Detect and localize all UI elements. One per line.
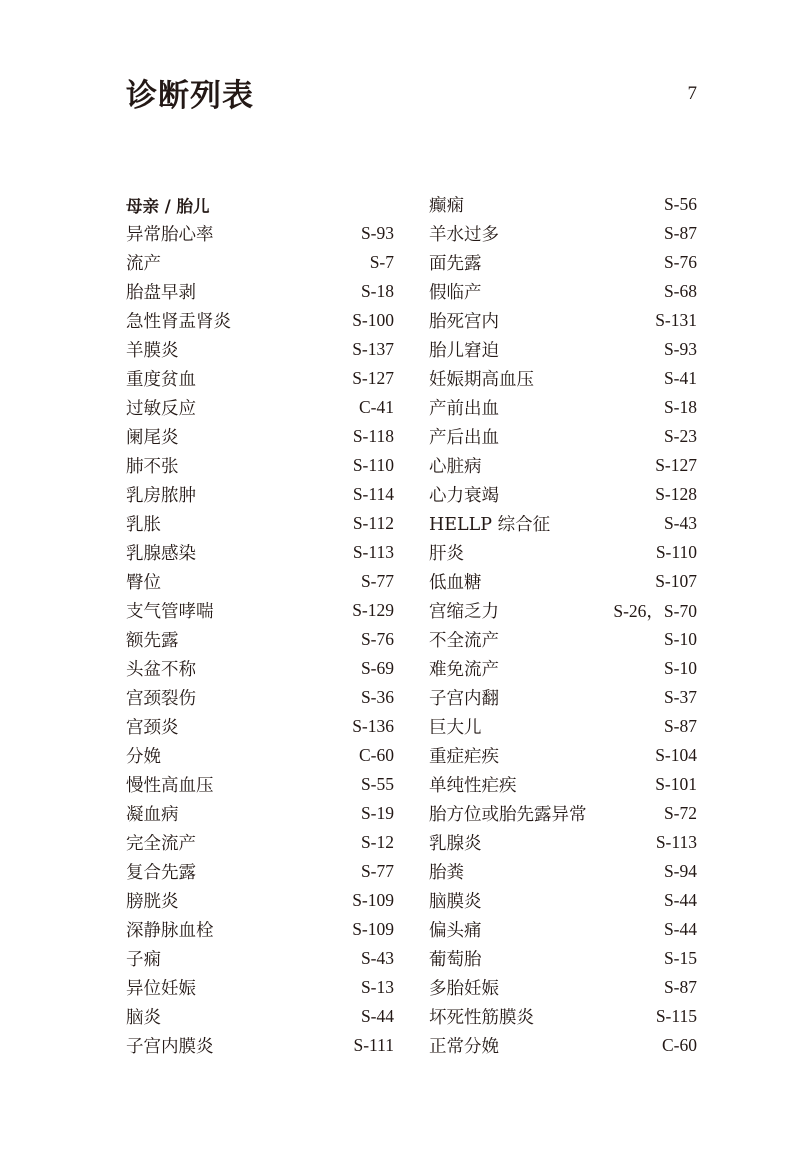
diagnosis-term: 子宫内膜炎 [126, 1037, 214, 1057]
diagnosis-entry [429, 886, 697, 915]
diagnosis-entry [429, 915, 697, 944]
diagnosis-page-ref: S-87 [663, 223, 697, 243]
diagnosis-term: 妊娠期高血压 [429, 370, 534, 390]
diagnosis-term: 乳胀 [126, 515, 161, 535]
diagnosis-entry [429, 770, 697, 799]
diagnosis-term: 乳腺炎 [429, 834, 482, 854]
diagnosis-page-ref: S-100 [352, 310, 394, 330]
diagnosis-entry [126, 654, 394, 683]
diagnosis-entry [126, 306, 394, 335]
diagnosis-page-ref: S-56 [663, 194, 697, 214]
diagnosis-page-ref: S-43 [360, 948, 394, 968]
diagnosis-entry [126, 451, 394, 480]
diagnosis-page-ref: S-109 [352, 890, 394, 910]
diagnosis-entry [126, 1031, 394, 1060]
diagnosis-page-ref: S-13 [360, 977, 394, 997]
diagnosis-entry [429, 451, 697, 480]
diagnosis-entry [126, 364, 394, 393]
diagnosis-term: 产后出血 [429, 428, 499, 448]
diagnosis-page-ref: S-41 [663, 368, 697, 388]
diagnosis-term: 异常胎心率 [126, 225, 214, 245]
diagnosis-page-ref: S-110 [655, 542, 697, 562]
diagnosis-entry [429, 538, 697, 567]
diagnosis-page-ref: S-69 [360, 658, 394, 678]
diagnosis-term: 急性肾盂肾炎 [126, 312, 231, 332]
diagnosis-page-ref: S-43 [663, 513, 697, 533]
diagnosis-entry [429, 190, 697, 219]
diagnosis-term: 支气管哮喘 [126, 602, 214, 622]
diagnosis-page-ref: S-115 [655, 1006, 697, 1026]
diagnosis-term: 复合先露 [126, 863, 196, 883]
diagnosis-term: 凝血病 [126, 805, 179, 825]
diagnosis-entry [429, 973, 697, 1002]
diagnosis-term: 肝炎 [429, 544, 464, 564]
diagnosis-entry [126, 335, 394, 364]
diagnosis-term: 胎方位或胎先露异常 [429, 805, 587, 825]
diagnosis-entry [429, 683, 697, 712]
diagnosis-entry [429, 857, 697, 886]
diagnosis-page-ref: S-93 [663, 339, 697, 359]
diagnosis-page-ref: S-23 [663, 426, 697, 446]
diagnosis-page-ref: S-127 [655, 455, 697, 475]
diagnosis-page-ref: S-77 [360, 861, 394, 881]
diagnosis-page-ref: S-118 [352, 426, 394, 446]
diagnosis-page-ref: S-19 [360, 803, 394, 823]
diagnosis-page-ref: S-76 [360, 629, 394, 649]
diagnosis-term: 脑膜炎 [429, 892, 482, 912]
diagnosis-page-ref: S-10 [663, 658, 697, 678]
diagnosis-entry [429, 596, 697, 625]
diagnosis-page-ref: S-114 [352, 484, 394, 504]
diagnosis-page-ref: S-87 [663, 977, 697, 997]
diagnosis-page-ref: S-127 [352, 368, 394, 388]
diagnosis-entry [429, 944, 697, 973]
diagnosis-term: 不全流产 [429, 631, 499, 651]
diagnosis-term: 重症疟疾 [429, 747, 499, 767]
diagnosis-term: 胎儿窘迫 [429, 341, 499, 361]
diagnosis-page-ref: S-77 [360, 571, 394, 591]
diagnosis-page-ref: S-12 [360, 832, 394, 852]
diagnosis-entry [429, 1031, 697, 1060]
diagnosis-term: 面先露 [429, 254, 482, 274]
diagnosis-term: 过敏反应 [126, 399, 196, 419]
diagnosis-term: 臀位 [126, 573, 161, 593]
diagnosis-page-ref: S-18 [360, 281, 394, 301]
diagnosis-entry [126, 596, 394, 625]
diagnosis-term: 脑炎 [126, 1008, 161, 1028]
diagnosis-page-ref: S-44 [663, 890, 697, 910]
diagnosis-page-ref: S-109 [352, 919, 394, 939]
diagnosis-term: 心脏病 [429, 457, 482, 477]
diagnosis-term: 单纯性疟疾 [429, 776, 517, 796]
diagnosis-page-ref: S-101 [655, 774, 697, 794]
diagnosis-page-ref: S-44 [663, 919, 697, 939]
diagnosis-entry [429, 393, 697, 422]
diagnosis-term: 葡萄胎 [429, 950, 482, 970]
diagnosis-entry [429, 741, 697, 770]
page-number: 7 [687, 83, 697, 104]
diagnosis-entry [126, 857, 394, 886]
diagnosis-entry [126, 712, 394, 741]
section-heading: 母亲 / 胎儿 [126, 196, 210, 216]
diagnosis-entry [126, 538, 394, 567]
diagnosis-term: HELLP 综合征 [429, 515, 551, 535]
diagnosis-entry [429, 306, 697, 335]
diagnosis-page-ref: S-15 [663, 948, 697, 968]
diagnosis-entry [429, 335, 697, 364]
diagnosis-page-ref: C-60 [359, 745, 394, 765]
diagnosis-entry [126, 886, 394, 915]
diagnosis-page-ref: C-41 [359, 397, 394, 417]
right-entry-list [429, 190, 697, 1060]
diagnosis-term: 乳腺感染 [126, 544, 196, 564]
diagnosis-entry [429, 422, 697, 451]
diagnosis-page-ref: S-136 [352, 716, 394, 736]
diagnosis-entry [429, 219, 697, 248]
diagnosis-page-ref: S-87 [663, 716, 697, 736]
diagnosis-term: 难免流产 [429, 660, 499, 680]
diagnosis-entry [429, 364, 697, 393]
right-column [429, 190, 697, 1060]
diagnosis-term: 宫颈裂伤 [126, 689, 196, 709]
left-column [126, 190, 394, 1060]
diagnosis-page-ref: S-44 [360, 1006, 394, 1026]
diagnosis-entry [126, 393, 394, 422]
diagnosis-entry [429, 509, 697, 538]
diagnosis-term: 宫颈炎 [126, 718, 179, 738]
diagnosis-page-ref: S-107 [655, 571, 697, 591]
diagnosis-entry [126, 944, 394, 973]
diagnosis-entry [126, 480, 394, 509]
diagnosis-page-ref: S-110 [352, 455, 394, 475]
diagnosis-term: 偏头痛 [429, 921, 482, 941]
diagnosis-entry [126, 422, 394, 451]
diagnosis-term: 低血糖 [429, 573, 482, 593]
diagnosis-term: 深静脉血栓 [126, 921, 214, 941]
diagnosis-term: 子宫内翻 [429, 689, 499, 709]
diagnosis-page-ref: S-113 [352, 542, 394, 562]
diagnosis-page-ref: S-26，S-70 [613, 601, 697, 621]
diagnosis-term: 坏死性筋膜炎 [429, 1008, 534, 1028]
diagnosis-entry [429, 799, 697, 828]
diagnosis-entry [429, 712, 697, 741]
diagnosis-entry [126, 741, 394, 770]
diagnosis-page-ref: S-10 [663, 629, 697, 649]
diagnosis-entry [429, 567, 697, 596]
diagnosis-term: 胎盘早剥 [126, 283, 196, 303]
diagnosis-term: 癫痫 [429, 196, 464, 216]
diagnosis-term: 正常分娩 [429, 1037, 499, 1057]
diagnosis-term: 羊膜炎 [126, 341, 179, 361]
diagnosis-page-ref: S-18 [663, 397, 697, 417]
diagnosis-page-ref: S-37 [663, 687, 697, 707]
diagnosis-term: 分娩 [126, 747, 161, 767]
diagnosis-page-ref: S-131 [655, 310, 697, 330]
diagnosis-page-ref: S-94 [663, 861, 697, 881]
diagnosis-entry [126, 770, 394, 799]
diagnosis-term: 头盆不称 [126, 660, 196, 680]
diagnosis-term: 胎死宫内 [429, 312, 499, 332]
diagnosis-term: 假临产 [429, 283, 482, 303]
diagnosis-page-ref: S-129 [352, 600, 394, 620]
diagnosis-entry [126, 683, 394, 712]
diagnosis-term: 完全流产 [126, 834, 196, 854]
diagnosis-term: 子痫 [126, 950, 161, 970]
diagnosis-term: 产前出血 [429, 399, 499, 419]
diagnosis-entry [126, 915, 394, 944]
diagnosis-term: 巨大儿 [429, 718, 482, 738]
diagnosis-term: 重度贫血 [126, 370, 196, 390]
diagnosis-term: 异位妊娠 [126, 979, 196, 999]
diagnosis-entry [126, 277, 394, 306]
diagnosis-page-ref: S-137 [352, 339, 394, 359]
diagnosis-entry [126, 219, 394, 248]
diagnosis-entry [126, 828, 394, 857]
diagnosis-term: 心力衰竭 [429, 486, 499, 506]
diagnosis-entry [126, 799, 394, 828]
diagnosis-page-ref: S-128 [655, 484, 697, 504]
diagnosis-term: 阑尾炎 [126, 428, 179, 448]
diagnosis-entry [429, 1002, 697, 1031]
diagnosis-entry [126, 509, 394, 538]
diagnosis-term: 慢性高血压 [126, 776, 214, 796]
diagnosis-entry [429, 277, 697, 306]
page-title: 诊断列表 [126, 78, 254, 114]
diagnosis-page-ref: S-104 [655, 745, 697, 765]
diagnosis-entry [429, 248, 697, 277]
diagnosis-entry [126, 973, 394, 1002]
diagnosis-entry [429, 828, 697, 857]
diagnosis-page-ref: S-111 [353, 1035, 394, 1055]
diagnosis-entry [429, 625, 697, 654]
diagnosis-term: 宫缩乏力 [429, 602, 499, 622]
diagnosis-page-ref: S-113 [655, 832, 697, 852]
diagnosis-page-ref: C-60 [662, 1035, 697, 1055]
diagnosis-entry [126, 1002, 394, 1031]
diagnosis-entry [429, 654, 697, 683]
diagnosis-page-ref: S-68 [663, 281, 697, 301]
diagnosis-entry [126, 567, 394, 596]
diagnosis-term: 额先露 [126, 631, 179, 651]
diagnosis-entry [429, 480, 697, 509]
diagnosis-term: 胎粪 [429, 863, 464, 883]
diagnosis-page-ref: S-36 [360, 687, 394, 707]
diagnosis-term: 流产 [126, 254, 161, 274]
diagnosis-page-ref: S-72 [663, 803, 697, 823]
diagnosis-page-ref: S-93 [360, 223, 394, 243]
diagnosis-term: 膀胱炎 [126, 892, 179, 912]
diagnosis-entry [126, 625, 394, 654]
diagnosis-page-ref: S-112 [352, 513, 394, 533]
diagnosis-page-ref: S-7 [369, 252, 394, 272]
left-entry-list [126, 219, 394, 1060]
diagnosis-term: 羊水过多 [429, 225, 499, 245]
diagnosis-term: 多胎妊娠 [429, 979, 499, 999]
diagnosis-page-ref: S-55 [360, 774, 394, 794]
diagnosis-term: 乳房脓肿 [126, 486, 196, 506]
diagnosis-page-ref: S-76 [663, 252, 697, 272]
diagnosis-term: 肺不张 [126, 457, 179, 477]
diagnosis-entry [126, 248, 394, 277]
